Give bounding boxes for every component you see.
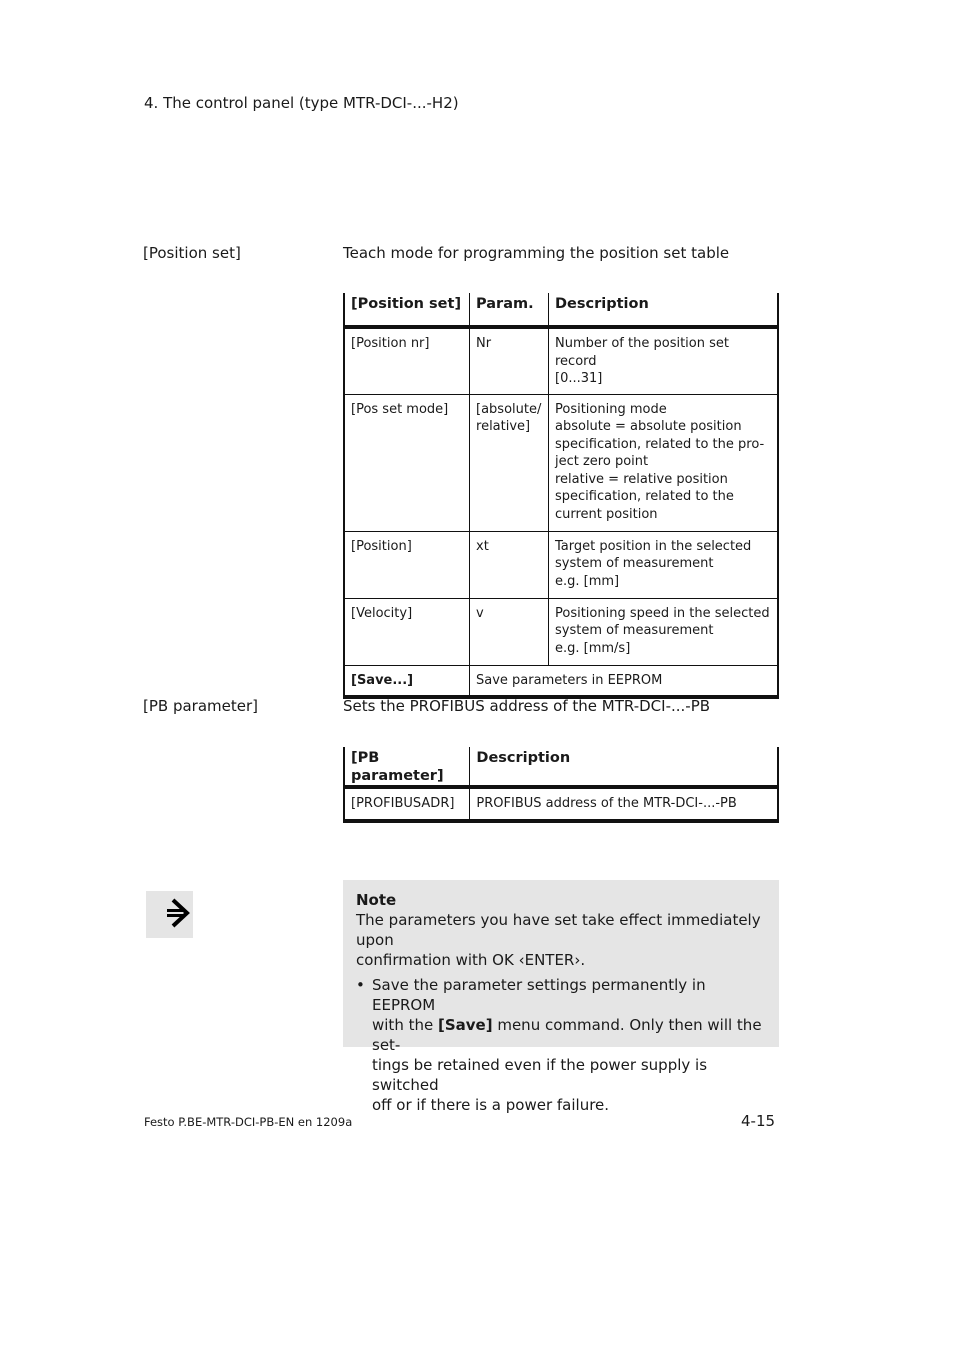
desc-line: specification, related to the pro- [555,436,765,452]
desc-line: current position [555,506,658,522]
table-row [344,394,778,531]
section-intro-position-set: Teach mode for programming the position set table [343,244,730,262]
table-row [344,327,778,394]
row-name: [Position nr] [344,327,470,394]
chapter-header: 4. The control panel (type MTR-DCI-...-H2) [144,94,459,112]
bullet-line [372,1015,769,1055]
row-description [549,598,779,665]
desc-line: specification, related to the [555,489,734,504]
column-header: [PB parameter] [344,747,470,787]
param-line: Nr [476,336,492,351]
row-description: Save parameters in EEPROM [470,665,778,697]
note-text [356,910,769,970]
bullet-dot: • [356,976,365,994]
desc-line: Target position in the selected [555,538,752,554]
row-param [470,327,549,394]
desc-line: [0...31] [555,371,603,386]
row-param [470,531,549,598]
table-row [344,531,778,598]
table-header-row [344,293,778,327]
param-line: v [476,605,484,621]
row-name: [Position] [344,531,470,598]
section-label-position-set: [Position set] [143,244,241,262]
desc-line: ject zero point [555,454,649,469]
column-header: [Position set] [344,293,470,327]
param-line: xt [476,538,489,554]
bullet-line: Save the parameter settings permanently in EEPROM [372,976,706,1014]
row-description [549,531,779,598]
desc-line: system of measurement [555,556,714,571]
row-name: [Save...] [344,665,470,697]
section-label-pb-parameter: [PB parameter] [143,697,258,715]
param-line: relative] [476,419,531,434]
note-text-line: confirmation with OK ‹ENTER›. [356,951,586,969]
pb-parameter-table [343,747,779,823]
row-description: PROFIBUS address of the MTR-DCI-...-PB [470,787,778,821]
desc-line: Positioning speed in the selected [555,605,770,621]
row-description [549,394,779,531]
table-row [344,598,778,665]
desc-line: relative = relative position [555,471,728,487]
column-header: Param. [470,293,549,327]
row-name: [Pos set mode] [344,394,470,531]
row-param [470,394,549,531]
desc-line: Positioning mode [555,401,667,417]
desc-line: e.g. [mm/s] [555,640,631,656]
note-title: Note [356,891,397,909]
bullet-text-part: with the [372,1016,438,1034]
bullet-text-part: menu command. Only then will the set- [372,1016,762,1054]
row-description [549,327,779,394]
bullet-text [372,975,769,1115]
row-param [470,598,549,665]
position-set-table [343,293,779,699]
bullet-line: off or if there is a power failure. [372,1096,610,1114]
arrow-right-icon [146,891,193,938]
table-header-row [344,747,778,787]
desc-line: Number of the position set record [555,336,729,369]
footer-page-number: 4-15 [741,1112,776,1130]
column-header: Description [549,293,779,327]
save-command: [Save] [437,1016,493,1034]
table-row-save [344,665,778,697]
param-line: [absolute/ [476,401,542,417]
desc-line: e.g. [mm] [555,573,620,589]
row-name: [PROFIBUSADR] [344,787,470,821]
desc-line: system of measurement [555,623,714,638]
row-name: [Velocity] [344,598,470,665]
section-intro-pb-parameter: Sets the PROFIBUS address of the MTR-DCI-...-PB [343,697,711,715]
desc-line: absolute = absolute position [555,419,742,434]
note-box [343,880,779,1114]
note-bullet [356,975,769,1115]
column-header: Description [470,747,778,787]
footer-document-id: Festo P.BE-MTR-DCI-PB-EN en 1209a [144,1115,353,1129]
bullet-line: tings be retained even if the power supply is switched [372,1056,708,1094]
note-text-line: The parameters you have set take effect immediately upon [356,911,761,949]
table-row [344,787,778,821]
